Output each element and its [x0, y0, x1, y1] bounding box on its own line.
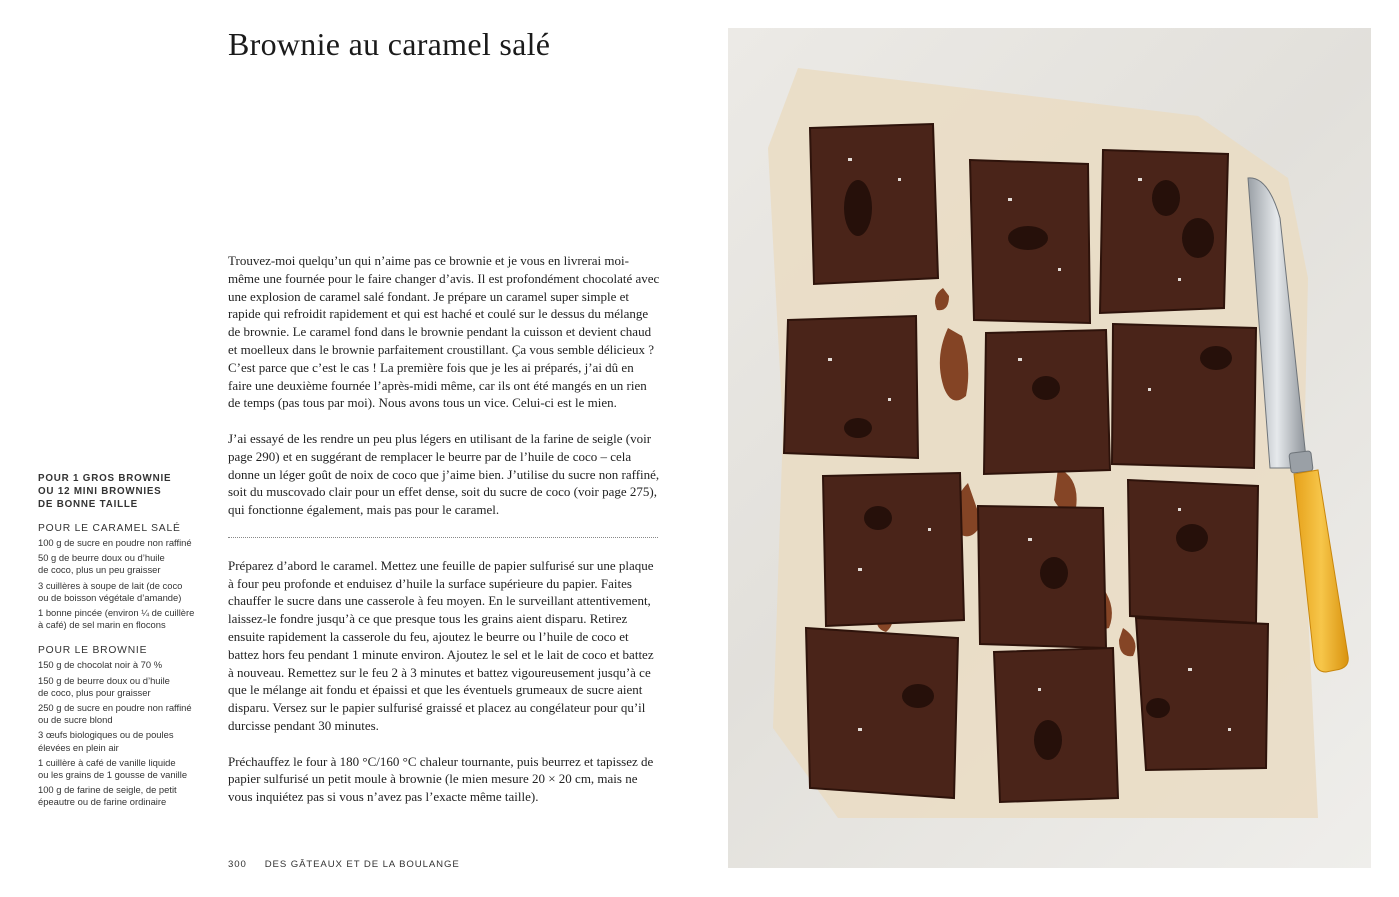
recipe-body	[228, 252, 660, 824]
page-number: 300	[228, 859, 247, 870]
ingredient-item: 150 g de chocolat noir à 70 %	[38, 659, 163, 671]
caramel-heading: POUR LE CARAMEL SALÉ	[38, 523, 181, 534]
ingredient-item: 150 g de beurre doux ou d’huile de coco, plus pour graisser	[38, 674, 170, 698]
page-footer	[228, 859, 460, 870]
section-title: DES GÂTEAUX ET DE LA BOULANGE	[264, 859, 460, 870]
method-step-2: Préchauffez le four à 180 °C/160 °C chaleur tournante, puis beurrez et tapissez de papier sulfurisé un petit moule à brownie (le mien mesure 20 × 20 cm, mais ne vous inquiétez pas si vous n’avez pas l’exacte même taille).	[228, 753, 654, 805]
intro-paragraph-2: J’ai essayé de les rendre un peu plus légers en utilisant de la farine de seigle (voir page 290) et en suggérant de remplacer le beurre par de l’huile de coco – cela donne un léger goût de noix de coco que j’aime bien. J’utilise du sucre non raffiné, soit du muscovado clair pour un effet dense, soit du sucre de coco (voir page 275), qui fonctionne également, mais pas pour le caramel.	[228, 430, 660, 518]
brownie-photo	[728, 28, 1371, 868]
brownie-ingredient-list	[38, 659, 208, 808]
caramel-ingredient-list	[38, 537, 208, 631]
recipe-title: Brownie au caramel salé	[228, 26, 551, 62]
ingredient-item: 1 bonne pincée (environ ¼ de cuillère à café) de sel marin en flocons	[38, 607, 195, 631]
ingredient-item: 1 cuillère à café de vanille liquide ou les grains de 1 gousse de vanille	[38, 756, 188, 781]
dotted-divider	[228, 537, 658, 538]
ingredient-item: 100 g de farine de seigle, de petit épeautre ou de farine ordinaire	[38, 784, 177, 808]
ingredients-sidebar	[38, 472, 208, 823]
ingredient-item: 100 g de sucre en poudre non raffiné	[38, 537, 192, 548]
ingredient-item: 50 g de beurre doux ou d’huile de coco, plus un peu graisser	[38, 552, 165, 576]
brownie-heading: POUR LE BROWNIE	[38, 645, 148, 657]
recipe-yield: POUR 1 GROS BROWNIE OU 12 MINI BROWNIES DE BONNE TAILLE	[38, 473, 172, 510]
intro-paragraph-1: Trouvez-moi quelqu’un qui n’aime pas ce brownie et je vous en livrerai moi-même une fournée pour le faire changer d’avis. Il est profondément chocolaté avec une explosion de caramel salé fondant. Je prépare un caramel super simple et rapide qui refroidit rapidement et qui est haché et coulé sur le dessus du mélange de brownie. Le caramel fond dans le brownie pendant la cuisson et devient chaud et moelleux dans le brownie parfaitement croustillant. Ça vous semble délicieux ? C’est parce que c’est le cas ! La première fois que je les ai préparés, j’ai dû en faire une deuxième fournée l’après-midi même, car ils ont été mangés en un rien de temps (pas tous par moi). Nous avons tous un vice. Celui-ci est le mien.	[228, 253, 660, 411]
ingredient-item: 3 cuillères à soupe de lait (de coco ou de boisson végétale d’amande)	[38, 579, 183, 603]
method-step-1: Préparez d’abord le caramel. Mettez une feuille de papier sulfurisé sur une plaque à four peu profonde et enduisez d’huile la surface supérieure du papier. Faites chauffer le sucre dans une casserole à feu moyen. En le surveillant attentivement, laissez-le fondre jusqu’à ce que presque tous les grains aient disparu. Retirez ensuite rapidement la casserole du feu, ajoutez le beurre ou l’huile de coco et battez hors feu pendant 1 minute environ. Ajoutez le sel et le lait de coco et battez à nouveau. Remettez sur le feu 2 à 3 minutes et battez vigoureusement jusqu’à ce que le mélange ait fondu et épaissi et que les éventuels grumeaux de sucre aient disparu. Versez sur le papier sulfurisé graissé et placez au congélateur pour qu’il durcisse pendant 30 minutes.	[228, 557, 654, 733]
ingredient-item: 250 g de sucre en poudre non raffiné ou de sucre blond	[38, 702, 192, 726]
ingredient-item: 3 œufs biologiques ou de poules élevées en plein air	[38, 729, 174, 753]
